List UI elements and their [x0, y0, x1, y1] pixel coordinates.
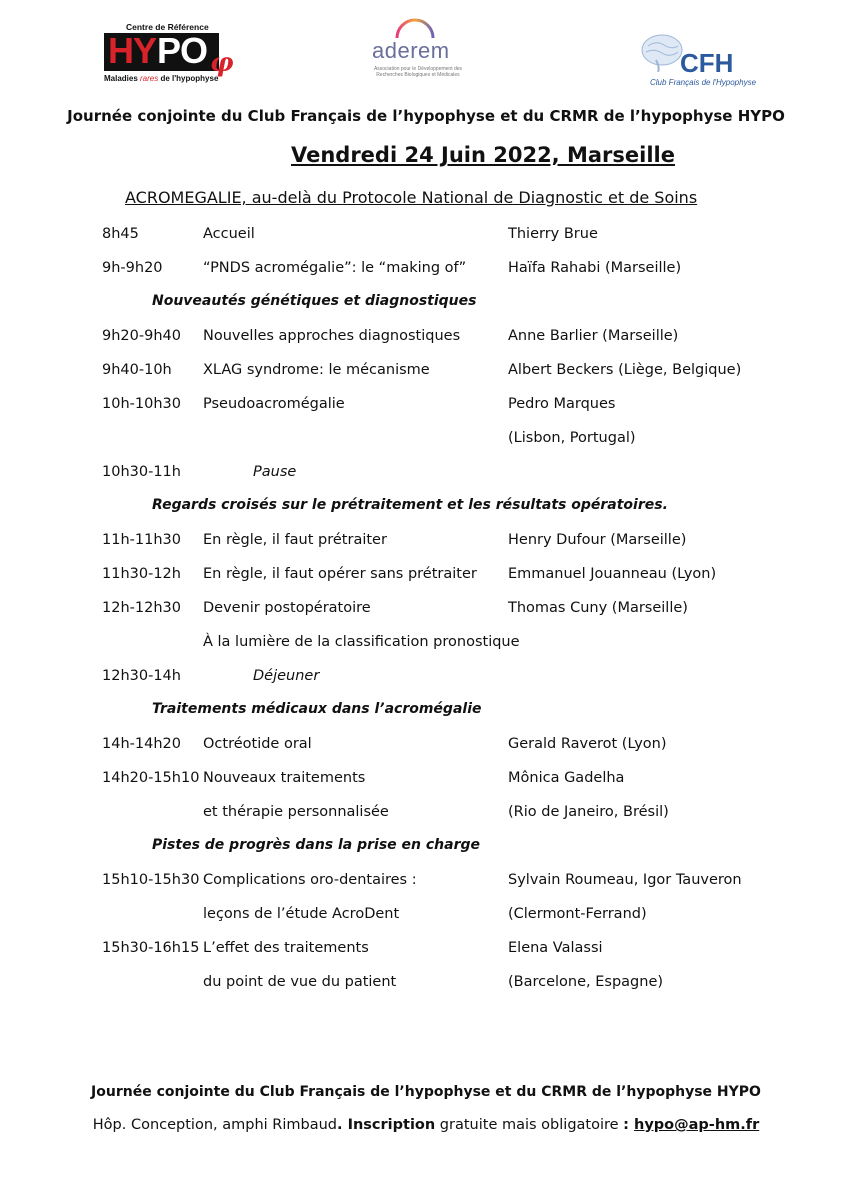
speaker-name: Emmanuel Jouanneau (Lyon) — [508, 566, 717, 582]
talk-title: Nouvelles approches diagnostiques — [203, 328, 461, 344]
time-cell: 10h30-11h — [102, 464, 181, 480]
speaker-affiliation: (Clermont-Ferrand) — [508, 906, 647, 922]
speaker-name: Henry Dufour (Marseille) — [508, 532, 687, 548]
brain-icon — [638, 32, 686, 72]
speaker-name: Pedro Marques — [508, 396, 616, 412]
time-cell: 8h45 — [102, 226, 139, 242]
talk-title: Accueil — [203, 226, 255, 242]
hypo-logo-phi: φ — [210, 48, 234, 78]
talk-title: En règle, il faut prétraiter — [203, 532, 387, 548]
talk-subtitle: À la lumière de la classification pronostique — [203, 634, 520, 650]
talk-title: “PNDS acromégalie”: le “making of” — [203, 260, 467, 276]
hypo-logo — [100, 22, 238, 86]
section-heading: Traitements médicaux dans l’acromégalie — [152, 701, 482, 717]
aderem-logo-tagline: Association pour le Développement des Recherches Biologiques et Médicales — [373, 66, 463, 78]
cfh-logo-word: CFH — [680, 48, 734, 78]
talk-title: Nouveaux traitements — [203, 770, 366, 786]
speaker-name: Anne Barlier (Marseille) — [508, 328, 679, 344]
hypo-logo-top-text: Centre de Référence — [126, 22, 209, 32]
time-cell: 11h30-12h — [102, 566, 181, 582]
event-heading: Journée conjointe du Club Français de l’hypophyse et du CRMR de l’hypophyse HYPO — [67, 107, 785, 125]
speaker-name: Elena Valassi — [508, 940, 603, 956]
cfh-logo-subtitle: Club Français de l'Hypophyse — [650, 78, 757, 87]
time-cell: 14h-14h20 — [102, 736, 181, 752]
talk-title: Octréotide oral — [203, 736, 312, 752]
talk-title: L’effet des traitements — [203, 940, 369, 956]
aderem-logo — [368, 14, 468, 80]
speaker-name: Sylvain Roumeau, Igor Tauveron — [508, 872, 742, 888]
section-heading: Regards croisés sur le prétraitement et les résultats opératoires. — [152, 497, 668, 513]
aderem-arc-icon — [394, 14, 436, 40]
talk-title: En règle, il faut opérer sans prétraiter — [203, 566, 477, 582]
break-label: Déjeuner — [253, 668, 320, 684]
hypo-logo-hy: HY — [108, 30, 157, 71]
talk-subtitle: du point de vue du patient — [203, 974, 397, 990]
speaker-name: Mônica Gadelha — [508, 770, 625, 786]
time-cell: 12h-12h30 — [102, 600, 181, 616]
talk-subtitle: et thérapie personnalisée — [203, 804, 389, 820]
speaker-affiliation: (Barcelone, Espagne) — [508, 974, 664, 990]
speaker-name: Albert Beckers (Liège, Belgique) — [508, 362, 742, 378]
speaker-affiliation: (Rio de Janeiro, Brésil) — [508, 804, 669, 820]
time-cell: 9h-9h20 — [102, 260, 163, 276]
time-cell: 15h10-15h30 — [102, 872, 200, 888]
talk-title: XLAG syndrome: le mécanisme — [203, 362, 430, 378]
time-cell: 9h40-10h — [102, 362, 172, 378]
event-subject: ACROMEGALIE, au-delà du Protocole National de Diagnostic et de Soins — [125, 188, 698, 207]
time-cell: 9h20-9h40 — [102, 328, 181, 344]
speaker-name: Haïfa Rahabi (Marseille) — [508, 260, 682, 276]
event-date: Vendredi 24 Juin 2022, Marseille — [291, 143, 675, 167]
speaker-name: Thierry Brue — [508, 226, 598, 242]
speaker-affiliation: (Lisbon, Portugal) — [508, 430, 636, 446]
footer-venue: Hôp. Conception, amphi Rimbaud — [92, 1117, 337, 1133]
break-label: Pause — [253, 464, 297, 480]
time-cell: 11h-11h30 — [102, 532, 181, 548]
footer-info: Hôp. Conception, amphi Rimbaud. Inscription gratuite mais obligatoire : hypo@ap-hm.fr — [92, 1117, 760, 1133]
time-cell: 12h30-14h — [102, 668, 181, 684]
aderem-logo-word: aderem — [372, 38, 450, 63]
section-heading: Pistes de progrès dans la prise en charge — [152, 837, 481, 853]
talk-title: Pseudoacromégalie — [203, 396, 345, 412]
section-heading: Nouveautés génétiques et diagnostiques — [152, 293, 477, 309]
time-cell: 14h20-15h10 — [102, 770, 200, 786]
time-cell: 10h-10h30 — [102, 396, 181, 412]
inscription-label: Inscription — [347, 1117, 436, 1133]
speaker-name: Thomas Cuny (Marseille) — [508, 600, 688, 616]
footer-heading: Journée conjointe du Club Français de l’hypophyse et du CRMR de l’hypophyse HYPO — [91, 1084, 761, 1100]
hypo-logo-subtitle: Maladies rares de l'hypophyse — [104, 74, 219, 83]
hypo-logo-po: PO — [157, 30, 208, 71]
talk-title: Devenir postopératoire — [203, 600, 371, 616]
cfh-logo — [636, 30, 757, 92]
talk-title: Complications oro-dentaires : — [203, 872, 417, 888]
speaker-name: Gerald Raverot (Lyon) — [508, 736, 667, 752]
time-cell: 15h30-16h15 — [102, 940, 200, 956]
email-link[interactable]: hypo@ap-hm.fr — [634, 1117, 760, 1133]
talk-subtitle: leçons de l’étude AcroDent — [203, 906, 400, 922]
